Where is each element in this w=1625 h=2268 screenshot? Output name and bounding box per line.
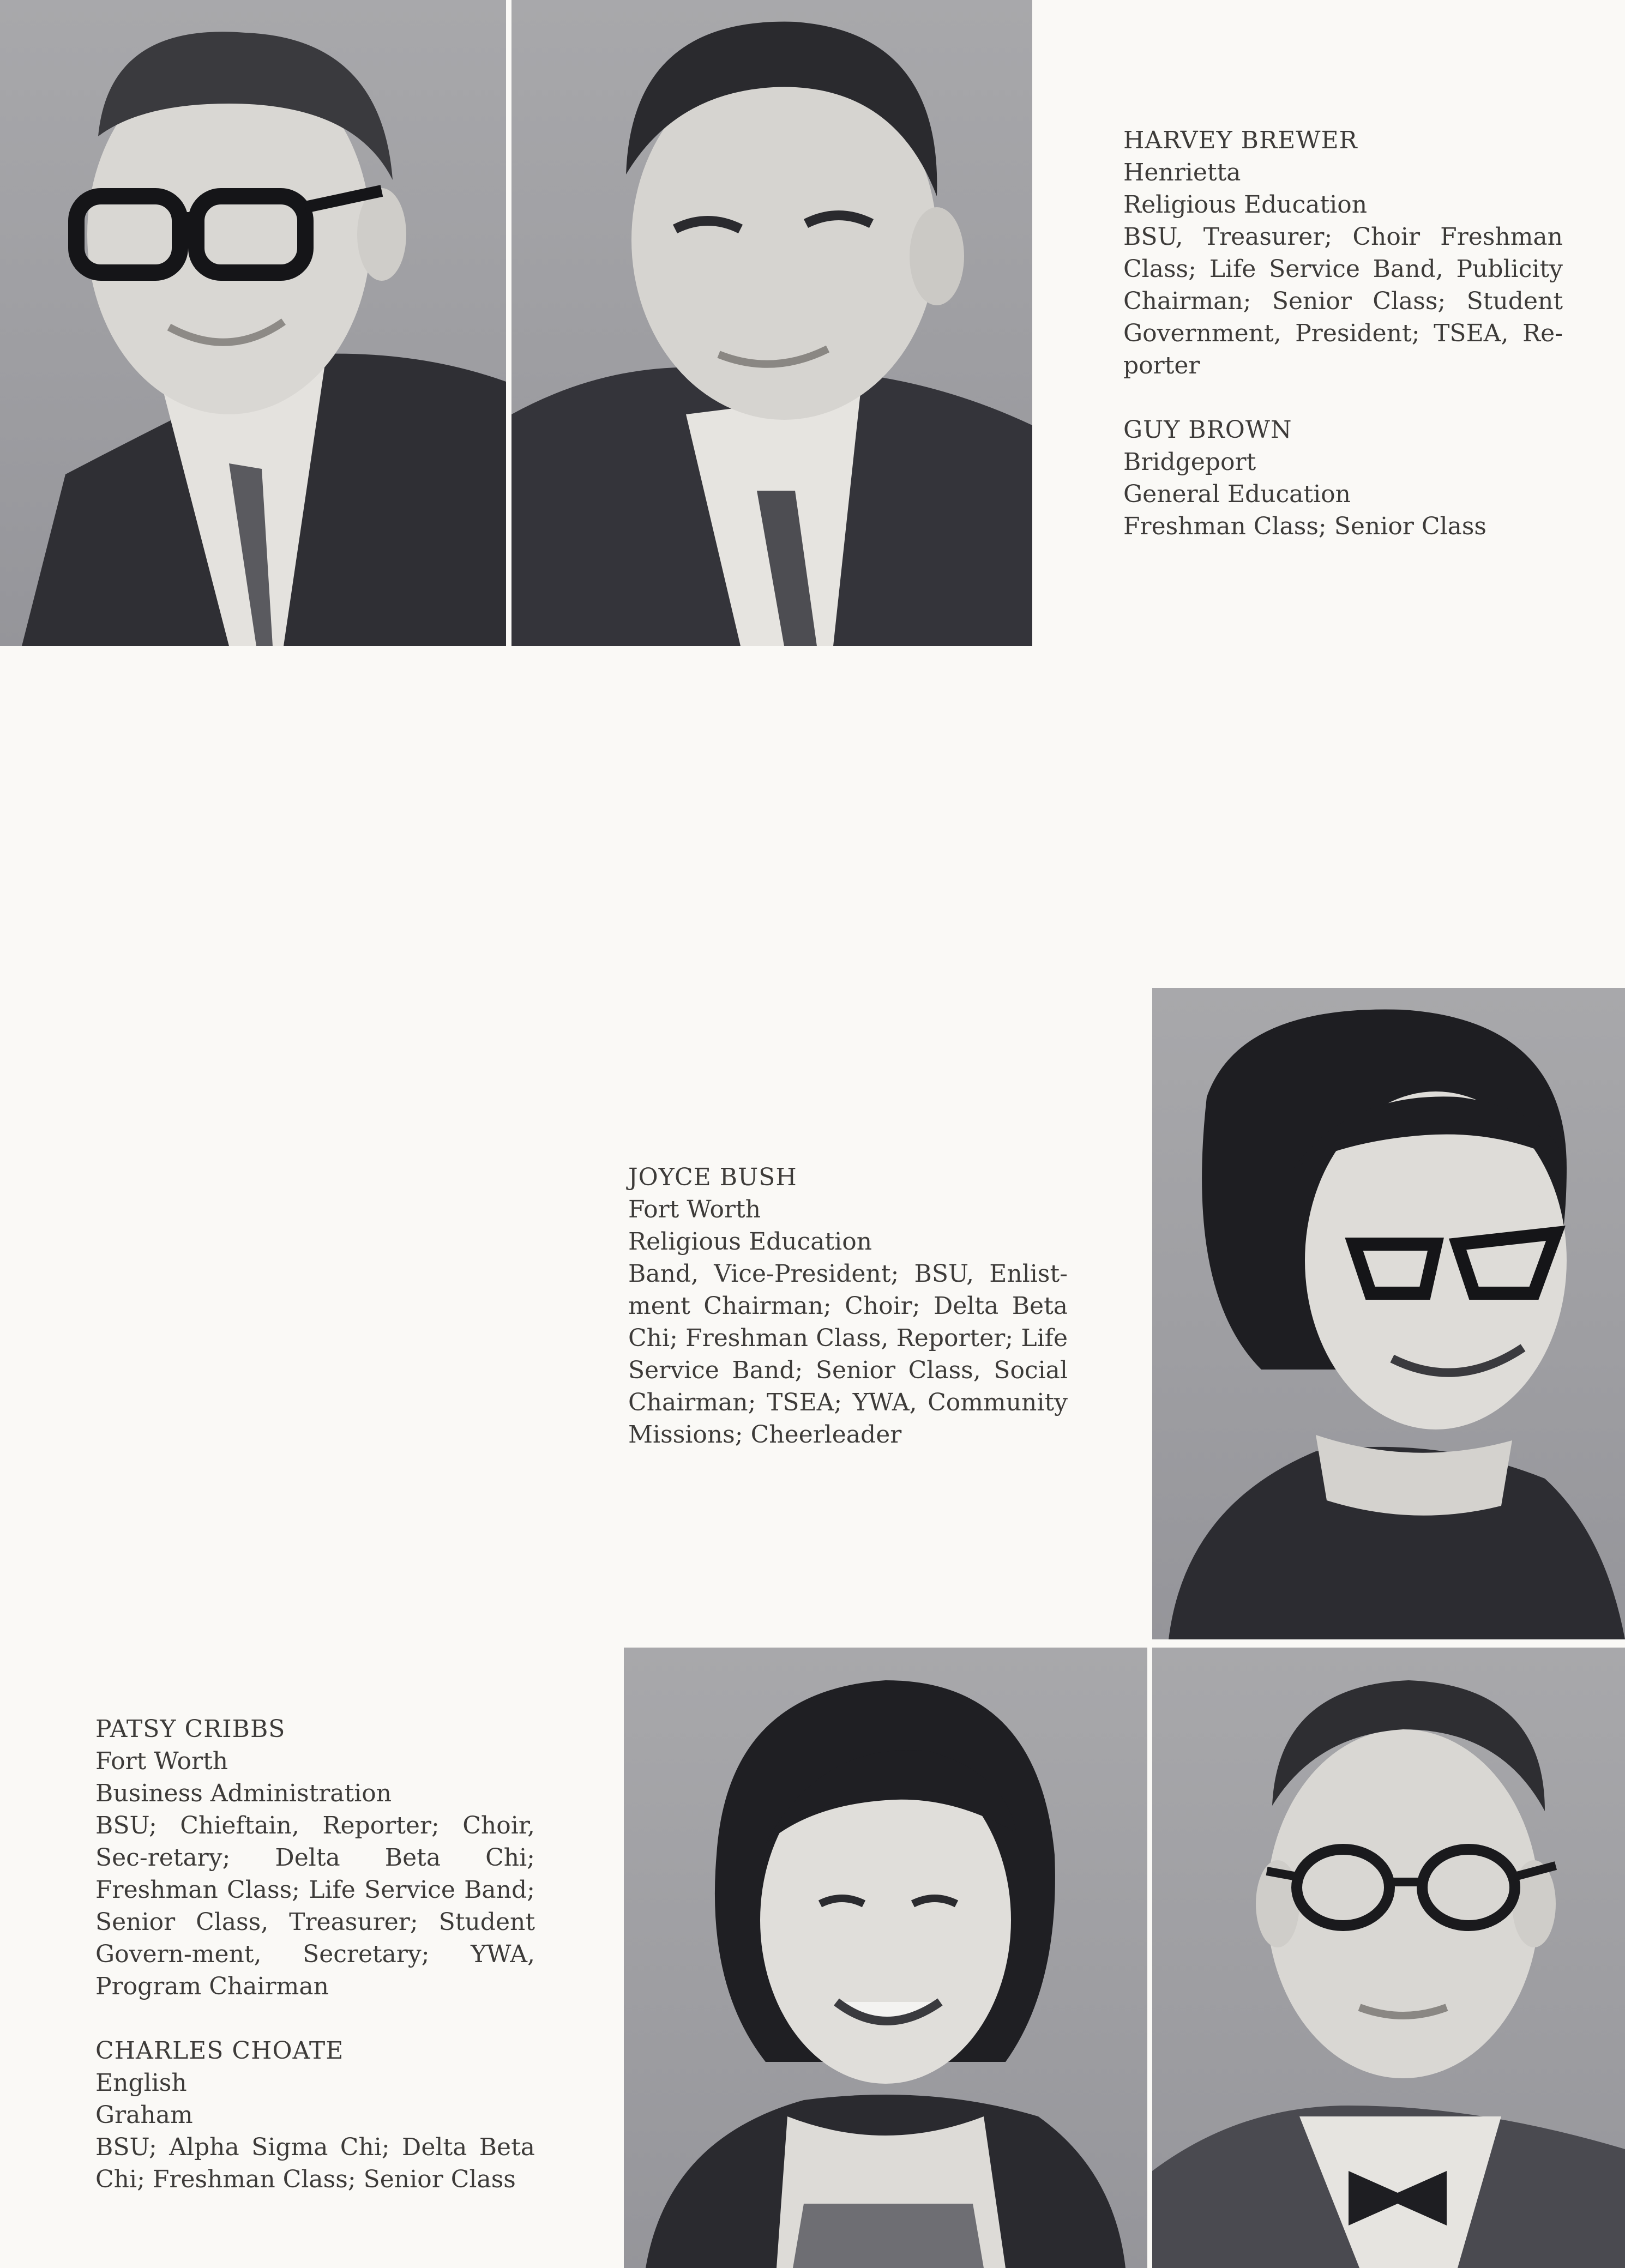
photo-harvey-brewer [0, 0, 506, 646]
person-activities: BSU, Treasurer; Choir Freshman Class; Life Service Band, Publicity Chairman; Senior Class; Student Government, President; TSEA, Re-porter [1123, 223, 1563, 379]
person-name: JOYCE BUSH [628, 1163, 797, 1191]
bio-block-brewer-brown [1123, 124, 1563, 542]
person-name: HARVEY BREWER [1123, 126, 1358, 154]
bio-block-cribbs-choate [95, 1713, 535, 2195]
person-activities: Freshman Class; Senior Class [1123, 512, 1486, 540]
person-major: Graham [95, 2101, 193, 2129]
portrait-woman-icon [624, 1648, 1147, 2268]
person-major: General Education [1123, 480, 1351, 508]
person-name: PATSY CRIBBS [95, 1715, 286, 1743]
portrait-man-glasses-bowtie-icon [1152, 1648, 1625, 2268]
person-hometown: Fort Worth [95, 1747, 228, 1775]
person-hometown: English [95, 2069, 187, 2097]
person-activities: BSU; Chieftain, Reporter; Choir, Sec-retary; Delta Beta Chi; Freshman Class; Life Service Band; Senior Class, Treasurer; Student Govern-ment, Secretary; YWA, Program Chairman [95, 1812, 535, 2000]
person-hometown: Fort Worth [628, 1196, 761, 1223]
person-hometown: Henrietta [1123, 159, 1241, 186]
person-major: Religious Education [1123, 191, 1368, 219]
person-activities: Band, Vice-President; BSU, Enlist-ment Chairman; Choir; Delta Beta Chi; Freshman Class, Reporter; Life Service Band; Senior Class, Social Chairman; TSEA; YWA, Community Missions; Cheerleader [628, 1260, 1068, 1449]
portrait-man-icon [511, 0, 1032, 646]
person-name: GUY BROWN [1123, 416, 1292, 444]
photo-charles-choate [1152, 1648, 1625, 2268]
portrait-man-glasses-icon [0, 0, 506, 646]
photo-guy-brown [511, 0, 1032, 646]
photo-patsy-cribbs [624, 1648, 1147, 2268]
person-name: CHARLES CHOATE [95, 2037, 344, 2065]
person-major: Business Administration [95, 1780, 392, 1807]
portrait-woman-glasses-icon [1152, 988, 1625, 1639]
photo-joyce-bush [1152, 988, 1625, 1639]
bio-block-bush [628, 1161, 1068, 1451]
person-hometown: Bridgeport [1123, 448, 1256, 476]
person-activities: BSU; Alpha Sigma Chi; Delta Beta Chi; Freshman Class; Senior Class [95, 2133, 535, 2193]
person-major: Religious Education [628, 1228, 872, 1256]
